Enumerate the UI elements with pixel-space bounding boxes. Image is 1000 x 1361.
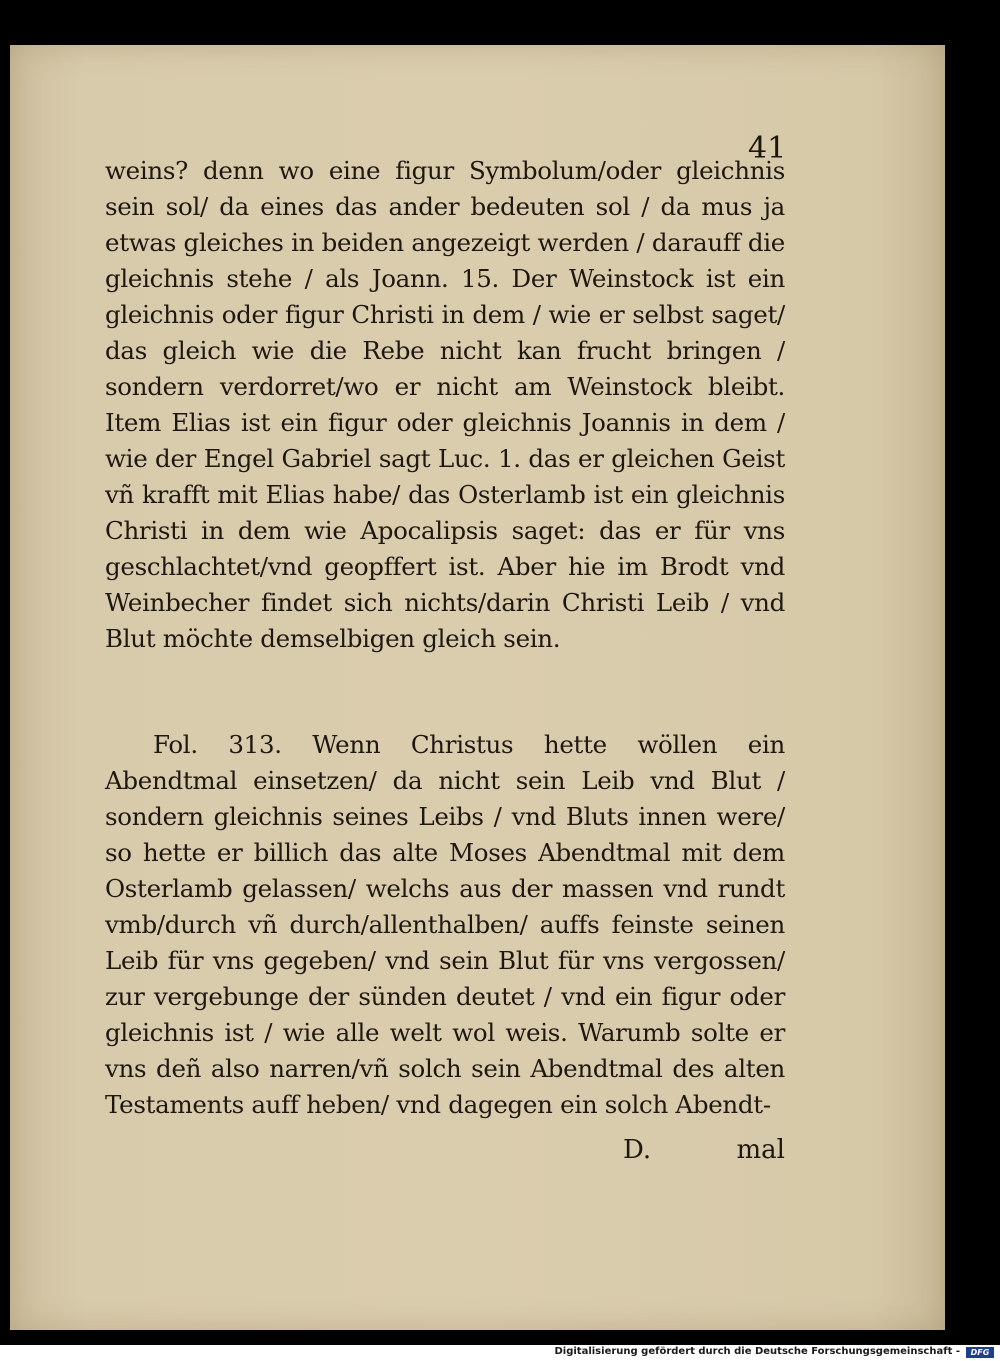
book-page [10,45,945,1330]
signature-mark: D. [623,1135,652,1165]
dfg-logo-icon: DFG [966,1347,994,1358]
paragraph-1: weins? denn wo eine figur Symbolum/oder gleichnis sein sol/ da eines das ander bedeuten sol / da mus ja etwas gleiches in beiden angezeigt werden / darauff die gleichnis stehe / als Joann. 15. Der Weinstock ist ein gleichnis oder figur Christi in dem / wie er selbst saget/ das gleich wie die Rebe nicht kan frucht bringen / sondern verdorret/wo er nicht am Weinstock bleibt. Item Elias ist ein figur oder gleichnis Joannis in dem / wie der Engel Gabriel sagt Luc. 1. das er gleichen Geist vñ krafft mit Elias habe/ das Osterlamb ist ein gleichnis Christi in dem wie Apocalipsis saget: das er für vns geschlachtet/vnd geopffert ist. Aber hie im Brodt vnd Weinbecher findet sich nichts/darin Christi Leib / vnd Blut möchte demselbigen gleich sein. [105,156,785,653]
footer-bar [0,1345,1000,1361]
page-footer-line [105,1135,785,1171]
catchword: mal [736,1135,785,1165]
paragraph-2: Fol. 313. Wenn Christus hette wöllen ein Abendtmal einsetzen/ da nicht sein Leib vnd Blut / sondern gleichnis seines Leibs / vnd Bluts innen were/ so hette er billich das alte Moses Abendtmal mit dem Osterlamb gelassen/ welchs aus der massen vnd rundt vmb/durch vñ durch/allenthalben/ auffs feinste seinen Leib für vns gegeben/ vnd sein Blut für vns vergossen/ zur vergebunge der sünden deutet / vnd ein figur oder gleichnis ist / wie alle welt wol weis. Warumb solte er vns deñ also narren/vñ solch sein Abendtmal des alten Testaments auff heben/ vnd dagegen ein solch Abendt- [105,730,785,1119]
page-number: 41 [748,131,787,166]
funding-notice: Digitalisierung gefördert durch die Deutsche Forschungsgemeinschaft - [554,1346,960,1357]
